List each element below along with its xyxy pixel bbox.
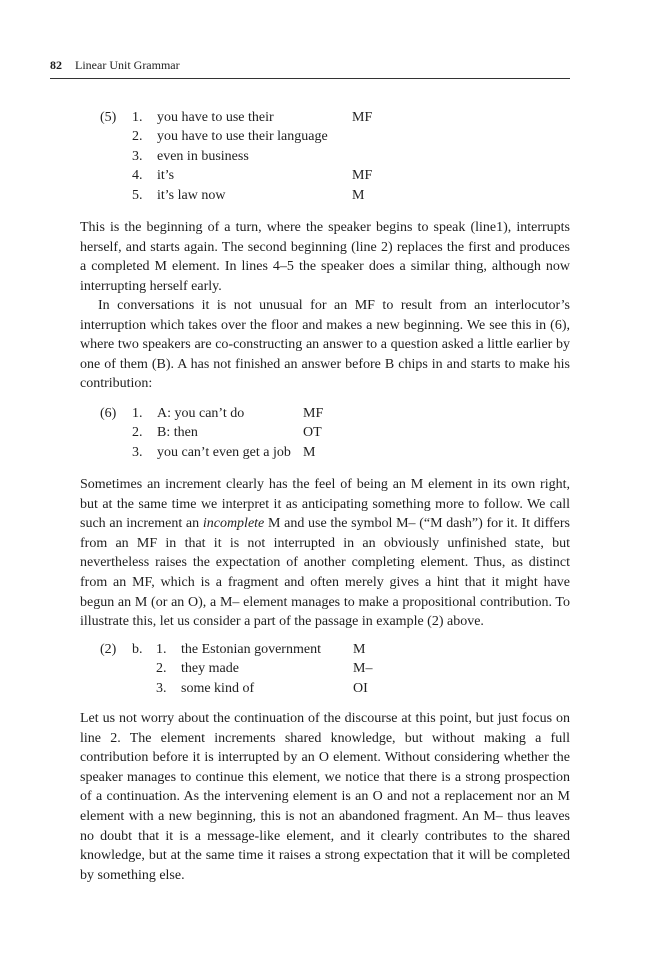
element-tag: M bbox=[303, 444, 316, 460]
line-number: 2. bbox=[132, 129, 143, 145]
element-tag: OT bbox=[303, 425, 322, 441]
line-number: 1. bbox=[132, 110, 143, 125]
element-tag: M bbox=[353, 642, 366, 657]
line-number: 4. bbox=[132, 168, 143, 184]
line-number: 3. bbox=[132, 148, 143, 164]
utterance-text: you have to use their language bbox=[157, 129, 328, 145]
utterance-text: you can’t even get a job bbox=[157, 444, 291, 460]
example-number: (5) bbox=[100, 110, 117, 125]
example-number: (6) bbox=[100, 406, 117, 421]
line-number: 2. bbox=[132, 425, 143, 441]
example-2b bbox=[100, 640, 372, 698]
line-number: 5. bbox=[132, 187, 143, 203]
example-number: (2) bbox=[100, 642, 117, 657]
element-tag: M– bbox=[353, 661, 373, 677]
utterance-text: A: you can’t do bbox=[157, 406, 245, 421]
example-row bbox=[100, 659, 372, 678]
example-row bbox=[100, 404, 323, 423]
example-sub-label: b. bbox=[132, 642, 143, 657]
italic-term: incomplete bbox=[202, 516, 265, 532]
line-number: 1. bbox=[132, 406, 143, 421]
body-paragraph-4: Let us not worry about the continuation of the discourse at this point, but just focus on line 2. The element increments shared knowledge, but without making a full contribution before it is interrupted by an O element. Without considering whether the speaker manages to continue this element, we notice that there is a strong prospection of a continuation. As the intervening element is an O and not a replacement nor an M element with a new beginning, this is not an abandoned fragment. An M– thus leaves no doubt that it is a message-like element, and it clearly contributes to the shared knowledge, but at the same time it raises a strong expectation that it will be completed by something else. bbox=[80, 711, 570, 883]
utterance-text: they made bbox=[181, 661, 239, 677]
utterance-text: B: then bbox=[157, 425, 198, 441]
example-row bbox=[100, 127, 372, 146]
paragraph-3-text-start: Sometimes an increment clearly has the feel of being an M element in its own right, but at the same time we interpret it as anticipating something more to follow. We call such an increment an bbox=[80, 477, 570, 532]
running-title: Linear Unit Grammar bbox=[75, 58, 180, 72]
line-number: 1. bbox=[156, 642, 167, 657]
element-tag: MF bbox=[352, 110, 373, 125]
example-row bbox=[100, 166, 372, 185]
utterance-text: you have to use their bbox=[157, 110, 274, 125]
page-number: 82 bbox=[50, 58, 62, 72]
example-5 bbox=[100, 108, 372, 205]
example-row bbox=[100, 423, 323, 442]
example-row bbox=[100, 186, 372, 205]
body-paragraph-3 bbox=[80, 475, 570, 632]
example-row bbox=[100, 679, 372, 698]
element-tag: M bbox=[352, 187, 365, 203]
example-row bbox=[100, 443, 323, 462]
utterance-text: the Estonian government bbox=[181, 642, 321, 657]
example-row bbox=[100, 108, 372, 127]
paragraph-3-text-end: M and use the symbol M– (“M dash”) for it. It differs from an MF in that it is not interrupted in an obviously unfinished state, but nevertheless raises the expectation of another completing element. Thus, as distinct from an MF, which is a fragment and often merely gives a hint that it might have begun an M (or an O), a M– element manages to make a propositional contribution. To illustrate this, let us consider a part of the passage in example (2) above. bbox=[80, 516, 571, 630]
element-tag: MF bbox=[352, 168, 373, 184]
utterance-text: even in business bbox=[157, 148, 249, 164]
body-paragraph-1: This is the beginning of a turn, where the speaker begins to speak (line1), interrupts herself, and starts again. The second beginning (line 2) replaces the first and produces a completed M element. In lines 4–5 the speaker does a similar thing, although now interrupting herself early. bbox=[80, 220, 570, 294]
example-row bbox=[100, 147, 372, 166]
utterance-text: some kind of bbox=[181, 680, 255, 696]
body-paragraph-2: In conversations it is not unusual for an MF to result from an interlocutor’s interruption which takes over the floor and makes a new beginning. We see this in (6), where two speakers are co-constructing an answer to a question asked a little earlier by one of them (B). A has not finished an answer before B chips in and starts to make his contribution: bbox=[80, 298, 570, 392]
example-row bbox=[100, 640, 372, 659]
element-tag: OI bbox=[353, 680, 368, 696]
example-6 bbox=[100, 404, 323, 462]
utterance-text: it’s bbox=[157, 168, 175, 184]
line-number: 2. bbox=[156, 661, 167, 677]
utterance-text: it’s law now bbox=[157, 187, 226, 203]
line-number: 3. bbox=[156, 680, 167, 696]
element-tag: MF bbox=[303, 406, 324, 421]
running-header bbox=[50, 58, 570, 79]
line-number: 3. bbox=[132, 444, 143, 460]
